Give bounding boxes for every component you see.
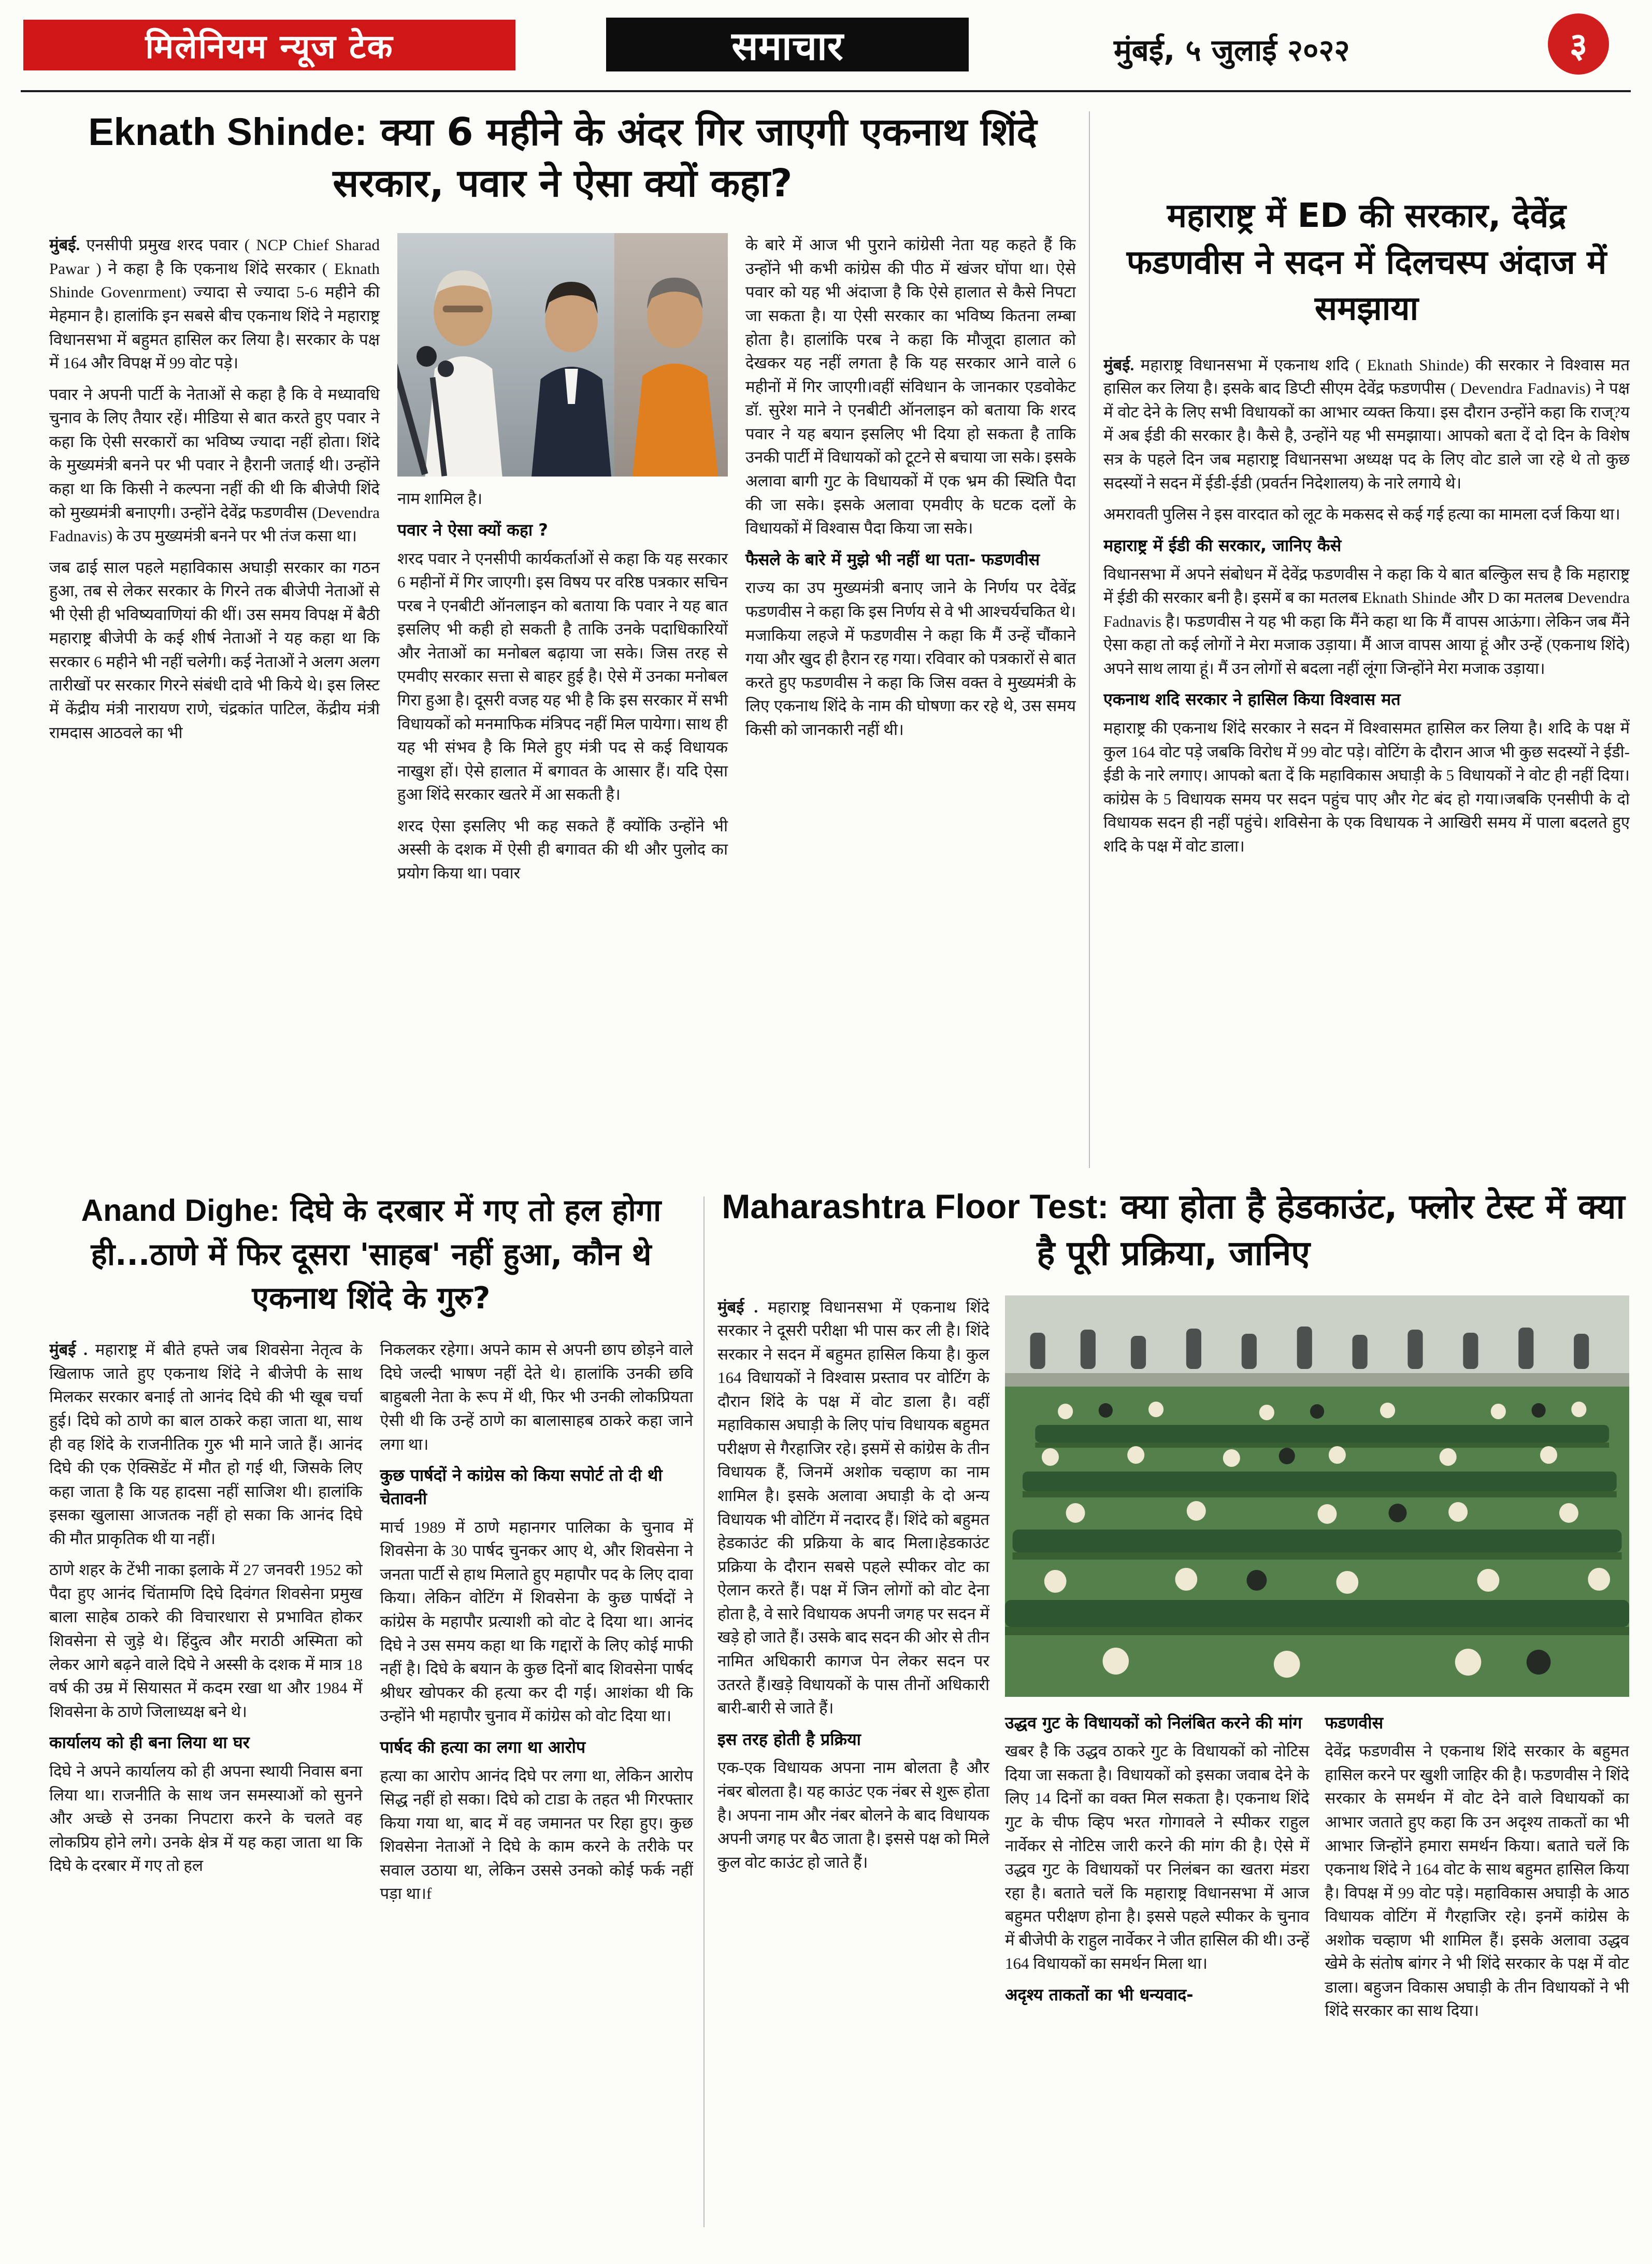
- assembly-photo: [1005, 1295, 1629, 1697]
- dighe-columns: [49, 1338, 693, 1913]
- headline-eknath-shinde: [49, 106, 1076, 209]
- masthead-logo: [23, 20, 515, 70]
- floor-body: [717, 1295, 1629, 2031]
- paragraph: अमरावती पुलिस ने इस वारदात को लूट के मकसद से कई गई हत्या का मामला दर्ज किया था।: [1103, 505, 1620, 524]
- paragraph-subhead: कार्यालय को ही बना लिया था घर: [49, 1733, 250, 1753]
- paragraph: जब ढाई साल पहले महाविकास अघाड़ी सरकार का गठन हुआ, तब से लेकर सरकार के गिरने तक बीजेपी नेताओं से भी ऐसी ही भविष्यवाणियां की थीं। उस समय विपक्ष में बैठी महाराष्ट्र बीजेपी के कई शीर्ष नेताओं ने यह कहा था कि सरकार 6 महीने भी नहीं चलेगी। कई नेताओं ने अलग अलग तारीखों पर सरकार गिरने संबंधी दावे भी किये थे। इस लिस्ट में केंद्रीय मंत्री नारायण राणे, चंद्रकांत पाटिल, केंद्रीय मंत्री रामदास आठवले का भी: [49, 558, 380, 742]
- headline-ed-sarkar: महाराष्ट्र में ED की सरकार, देवेंद्र फडणवीस ने सदन में दिलचस्प अंदाज में समझाया: [1126, 197, 1607, 328]
- section-title-text: समाचार: [731, 22, 843, 69]
- column-divider-top: [1089, 111, 1090, 1168]
- paragraph-subhead: अदृश्य ताकतों का भी धन्यवाद-: [1005, 1984, 1194, 2005]
- paragraph: दिघे ने अपने कार्यालय को ही अपना स्थायी निवास बना लिया था। राजनीति के साथ जन समस्याओं को सुनने और अच्छे से उनका निपटारा करने के चलते वह लोकप्रिय होने लगे। उनके क्षेत्र में यह कहा जाता था कि दिघे के दरबार में गए तो हल: [49, 1762, 363, 1875]
- headline-latin-part: Eknath Shinde:: [88, 110, 367, 153]
- headline-floor-test: [717, 1184, 1629, 1277]
- shinde-column-3: [745, 233, 1076, 892]
- paragraph: शरद पवार ने एनसीपी कार्यकर्ताओं से कहा कि यह सरकार 6 महीनों में गिर जाएगी। इस विषय पर वरिष्ठ पत्रकार सचिन परब ने एनबीटी ऑनलाइन को बताया कि पवार ने यह बात इसलिए भी कही हो सकती है ताकि उनके पदाधिकारियों और नेताओं का मनोबल बढ़ाया जा सके। जिस तरह से एमवीए सरकार सत्ता से बाहर हुई है। ऐसे में उनका मनोबल गिरा हुआ है। दूसरी वजह यह भी है कि इस सरकार में सभी विधायकों को मनमाफिक मंत्रिपद नहीं मिल पायेगा। साथ ही यह भी संभव है कि मिले हुए मंत्री पद से कई विधायक नाखुश हों। ऐसे हालात में बगावत के आसार हैं। यदि ऐसा हुआ शिंदे सरकार खतरे में आ सकती है।: [397, 549, 728, 804]
- paragraph: राज्य का उप मुख्यमंत्री बनाए जाने के निर्णय पर देवेंद्र फडणवीस ने कहा कि इस निर्णय से वे भी आश्चर्यचकित थे। मजाकिया लहजे में फडणवीस ने कहा कि मैं उन्हें चौंकाने गया और खुद ही हैरान रह गया। रविवार को पत्रकारों से बात करते हुए फडणवीस ने कहा कि जिस वक्त वे मुख्यमंत्री के लिए एकनाथ शिंदे के नाम की घोषणा कर रहे थे, उस समय किसी को जानकारी नहीं थी।: [745, 579, 1076, 739]
- paragraph: महाराष्ट्र की एकनाथ शिंदे सरकार ने सदन में विश्वासमत हासिल कर लिया है। शदि के पक्ष में कुल 164 वोट पड़े जबकि विरोध में 99 वोट पड़े। वोटिंग के दौरान आज भी कुछ सदस्यों ने ईडी-ईडी के नारे लगाए। आपको बता दें कि महाविकास अघाड़ी के 5 विधायकों ने वोट ही नहीं दिया। कांग्रेस के 5 विधायक समय पर सदन पहुंच पाए और गेट बंद हो गया।जबकि एनसीपी के दो विधायक सदन ही नहीं पहुंचे। शविसेना के एक विधायक ने आखिरी समय में पाला बदलते हुए शदि के पक्ष में वोट डाला।: [1103, 719, 1630, 855]
- paragraph: खबर है कि उद्धव ठाकरे गुट के विधायकों को नोटिस दिया जा सकता है। विधायकों को इसका जवाब देने के लिए 14 दिनों का वक्त मिल सकता है। एकनाथ शिंदे गुट के चीफ व्हिप भरत गोगावले ने स्पीकर राहुल नार्वेकर से नोटिस जारी करने की मांग की है। ऐसे में उद्धव गुट के विधायकों पर निलंबन का खतरा मंडरा रहा है। बताते चलें कि महाराष्ट्र विधानसभा में आज बहुमत परीक्षण होना है। इससे पहले स्पीकर के चुनाव में बीजेपी के राहुल नार्वेकर ने जीत हासिल की थी। उन्हें 164 विधायकों का समर्थन मिला था।: [1005, 1742, 1310, 1973]
- floor-column-1: [717, 1295, 989, 2031]
- paragraph-subhead: फडणवीस: [1325, 1712, 1384, 1733]
- article-ed-sarkar: [1103, 111, 1630, 1178]
- headline-hindi-part: क्या होता है हेडकाउंट, फ्लोर टेस्ट में क्या है पूरी प्रक्रिया, जानिए: [1037, 1187, 1625, 1273]
- paragraph: नाम शामिल है।: [397, 489, 483, 508]
- floor-column-2: [1005, 1709, 1310, 2031]
- article-anand-dighe: [49, 1189, 693, 2240]
- article-floor-test: [717, 1184, 1629, 2243]
- paragraph: मुंबई . महाराष्ट्र विधानसभा में एकनाथ शिंदे सरकार ने दूसरी परीक्षा भी पास कर ली है। शिंदे सरकार ने सदन में बहुमत हासिल किया है। कुल 164 विधायकों ने विश्वास प्रस्ताव पर वोटिंग के दौरान शिंदे के पक्ष में वोट डाला है। वहीं महाविकास अघाड़ी के लिए पांच विधायक बहुमत परीक्षण से गैरहाजिर रहे। इसमें से कांग्रेस के तीन विधायक हैं, जिनमें अशोक चव्हाण का नाम शामिल है। इसके अलावा अघाड़ी के दो अन्य विधायक भी वोटिंग में नदारद हैं। शिंदे को बहुमत हेडकाउंट की प्रक्रिया के बाद मिला।हेडकाउंट प्रक्रिया के दौरान सबसे पहले स्पीकर वोट का ऐलान करते हैं। पक्ष में जिन लोगों को वोट देना होता है, वे सारे विधायक अपनी जगह पर सदन में खड़े हो जाते हैं। उसके बाद सदन की ओर से तीन नामित अधिकारी कागज पेन लेकर सदन पर उतरते हैं।खड़े विधायकों के पास तीनों अधिकारी बारी-बारी से जाते हैं।: [717, 1297, 989, 1718]
- paragraph: मुंबई. एनसीपी प्रमुख शरद पवार ( NCP Chief Sharad Pawar ) ने कहा है कि एकनाथ शिंदे सरकार ( Eknath Shinde Govenrment) ज्यादा से ज्यादा 5-6 महीने की मेहमान है। हालांकि इन सबसे बीच एकनाथ शिंदे ने महाराष्ट्र विधानसभा में बहुमत हासिल कर लिया है। सरकार के पक्ष में 164 और विपक्ष में 99 वोट पड़े।: [49, 236, 380, 372]
- floor-column-3: [1325, 1709, 1630, 2031]
- dateline-lead: मुंबई.: [49, 236, 87, 254]
- paragraph: के बारे में आज भी पुराने कांग्रेसी नेता यह कहते हैं कि उन्होंने भी कभी कांग्रेस की पीठ में खंजर घोंपा था। ऐसे पवार को यह भी अंदाजा है कि ऐसे हालात से कैसे निपटा जा सकता है। या ऐसी सरकार का भविष्य कितना लम्बा होता है। हालांकि परब ने कहा कि मौजूदा हालात को देखकर यह नहीं लगता है कि यह सरकार आने वाले 6 महीनों में गिर जाएगी।वहीं संविधान के जानकार एडवोकेट डॉ. सुरेश माने ने एनबीटी ऑनलाइन को बताया कि शरद पवार ने यह बयान इसलिए भी दिया हो सकता है ताकि उनकी पार्टी में विधायकों को टूटने से बचाया जा सके। इसके अलावा बागी गुट के विधायकों में एक भ्रम की स्थिति पैदा की जा सके। इसके अलावा एमवीए के घटक दलों के विधायकों में विश्वास पैदा किया जा सके।: [745, 236, 1076, 538]
- paragraph: हत्या का आरोप आनंद दिघे पर लगा था, लेकिन आरोप सिद्ध नहीं हो सका। दिघे को टाडा के तहत भी गिरफ्तार किया गया था, बाद में वह जमानत पर रिहा हुए। कुछ शिवसेना नेताओं ने दिघे के काम करने के तरीके पर सवाल उठाया था, लेकिन उससे उनको कोई फर्क नहीं पड़ा था।f: [380, 1766, 693, 1903]
- floor-right-area: [1005, 1295, 1629, 2031]
- paragraph: मुंबई. महाराष्ट्र विधानसभा में एकनाथ शदि ( Eknath Shinde) की सरकार ने विश्वास मत हासिल कर लिया है। इसके बाद डिप्टी सीएम देवेंद्र फडणपीस ( Devendra Fadnavis) ने पक्ष में वोट देने के लिए सभी विधायकों का आभार व्यक्त किया। इस दौरान उन्होंने कहा कि राज्?य में अब ईडी की सरकार है। कैसे है, उन्होंने यह भी समझाया। आपको बता दें दो दिन के विशेष सत्र के पहले दिन जब महाराष्ट्र विधानसभा अध्यक्ष पद के लिए वोट डाले जा रहे थे तो कुछ सदस्यों ने सदन में ईडी-ईडी (प्रवर्तन निदेशालय) के नारे लगाये थे।: [1103, 355, 1630, 492]
- paragraph-subhead: महाराष्ट्र में ईडी की सरकार, जानिए कैसे: [1103, 535, 1342, 555]
- shinde-column-1: [49, 233, 380, 892]
- paragraph: मुंबई . महाराष्ट्र में बीते हफ्ते जब शिवसेना नेतृत्व के खिलाफ जाते हुए एकनाथ शिंदे ने बीजेपी के साथ मिलकर सरकार बनाई तो आनंद दिघे की भी खूब चर्चा हुई। दिघे को ठाणे का बाल ठाकरे कहा जाता था, साथ ही वह शिंदे के राजनीतिक गुरु भी माने जाते हैं। आनंद दिघे की एक ऐक्सिडेंट में मौत हो गई थी, जिसके लिए कहा जाता है कि यह हादसा नहीं साजिश थी। हालांकि इसका खुलासा आजतक नहीं हो सका कि आनंद दिघे की मौत प्राकृतिक थी या नहीं।: [49, 1340, 363, 1548]
- paragraph-subhead: इस तरह होती है प्रक्रिया: [717, 1729, 861, 1749]
- paragraph-subhead: पार्षद की हत्या का लगा था आरोप: [380, 1737, 586, 1757]
- paragraph-subhead: कुछ पार्षदों ने कांग्रेस को किया सपोर्ट तो दी थी चेतावनी: [380, 1465, 663, 1508]
- shinde-columns: [49, 233, 1076, 892]
- paragraph: शरद ऐसा इसलिए भी कह सकते हैं क्योंकि उन्होंने भी अस्सी के दशक में ऐसी ही बगावत की थी और पुलोद का प्रयोग किया था। पवार: [397, 816, 728, 882]
- paragraph: ठाणे शहर के टेंभी नाका इलाके में 27 जनवरी 1952 को पैदा हुए आनंद चिंतामणि दिघे दिवंगत शिवसेना प्रमुख बाला साहेब ठाकरे की विचारधारा से प्रभावित होकर शिवसेना से जुड़े थे। हिंदुत्व और मराठी अस्मिता को लेकर आगे बढ़ने वाले दिघे ने अस्सी के दशक में मात्र 18 वर्ष की उम्र में सियासत में कदम रखा था और 1984 में शिवसेना के ठाणे जिलाध्यक्ष बने थे।: [49, 1561, 363, 1721]
- dateline-lead: मुंबई .: [717, 1297, 768, 1316]
- ed-body: [1103, 353, 1630, 858]
- paragraph-subhead: एकनाथ शदि सरकार ने हासिल किया विश्वास मत: [1103, 689, 1401, 710]
- dateline-lead: मुंबई.: [1103, 355, 1141, 374]
- headline-hindi-part: क्या 6 महीने के अंदर गिर जाएगी एकनाथ शिंदे सरकार, पवार ने ऐसा क्यों कहा?: [333, 110, 1037, 206]
- shinde-column-2: [397, 233, 728, 892]
- floor-lower-columns: [1005, 1709, 1629, 2031]
- paragraph-subhead: उद्धव गुट के विधायकों को निलंबित करने की मांग: [1005, 1712, 1302, 1733]
- headline-latin-part: Maharashtra Floor Test:: [722, 1187, 1109, 1225]
- masthead-logo-text: मिलेनियम न्यूज टेक: [145, 27, 394, 66]
- politicians-photo: [397, 233, 728, 477]
- article-eknath-shinde: [49, 106, 1076, 1179]
- assembly-photo-graphic: [1005, 1295, 1629, 1697]
- dighe-column-2: [380, 1338, 694, 1913]
- paragraph: एक-एक विधायक अपना नाम बोलता है और नंबर बोलता है। यह काउंट एक नंबर से शुरू होता है। अपना नाम और नंबर बोलने के बाद विधायक अपनी जगह पर बैठ जाता है। इससे पक्ष को मिले कुल वोट काउंट हो जाते हैं।: [717, 1758, 989, 1871]
- paragraph: देवेंद्र फडणवीस ने एकनाथ शिंदे सरकार के बहुमत हासिल करने पर खुशी जाहिर की है। फडणवीस ने शिंदे सरकार के समर्थन में वोट देने वाले विधायकों का आभार जताते हुए कहा कि उन अदृश्य ताकतों का भी आभार जिन्होंने हमारा समर्थन किया। बताते चलें कि एकनाथ शिंदे ने 164 वोट के साथ बहुमत हासिल किया है। विपक्ष में 99 वोट पड़े। महाविकास अघाड़ी के आठ विधायक वोटिंग में गैरहाजिर रहे। इनमें कांग्रेस के अशोक चव्हाण भी शामिल हैं। इसके अलावा उद्धव खेमे के संतोष बांगर ने भी शिंदे सरकार के पक्ष में वोट डाला। बहुजन विकास अघाड़ी के तीन विधायकों ने भी शिंदे सरकार का साथ दिया।: [1325, 1742, 1629, 2020]
- headline-hindi-part: दिघे के दरबार में गए तो हल होगा ही...ठाणे में फिर दूसरा 'साहब' नहीं हुआ, कौन थे एकनाथ शिंदे के गुरु?: [91, 1192, 662, 1316]
- dighe-column-1: [49, 1338, 363, 1913]
- paragraph-subhead: पवार ने ऐसा क्यों कहा ?: [397, 520, 548, 540]
- shinde-column-2-text: [397, 487, 728, 885]
- headline-latin-part: Anand Dighe:: [81, 1193, 280, 1228]
- paragraph: विधानसभा में अपने संबोधन में देवेंद्र फडणवीस ने कहा कि ये बात बल्किुल सच है कि महाराष्ट्र में ईडी की सरकार बनी है। इसमें ब का मतलब Eknath Shinde और D का मतलब Devendra Fadnavis है। फडणवीस ने यह भी कहा कि मैंने कहा था कि मैं वापस आऊंगा। लेकिन जब मैंने ऐसा कहा तो कई लोगों ने मेरा मजाक उड़ाया। मैं आज वापस आया हूं और उन्हें (एकनाथ शिंदे) अपने साथ लाया हूं। मैं उन लोगों से बदला नहीं लूंगा जिन्होंने मेरा मजाक उड़ाया।: [1103, 565, 1630, 677]
- paragraph: मार्च 1989 में ठाणे महानगर पालिका के चुनाव में शिवसेना के 30 पार्षद चुनकर आए थे, और शिवसेना ने जनता पार्टी से हाथ मिलाते हुए महापौर पद के लिए दावा किया। लेकिन वोटिंग में शिवसेना के कुछ पार्षदों ने कांग्रेस के महापौर प्रत्याशी को वोट दे दिया था। आनंद दिघे ने उस समय कहा था कि गद्दारों के लिए कोई माफी नहीं है। दिघे के बयान के कुछ दिनों बाद शिवसेना पार्षद श्रीधर खोपकर की हत्या कर दी गई। आशंका थी कि उन्होंने भी महापौर चुनाव में कांग्रेस को वोट दिया था।: [380, 1518, 693, 1725]
- header-divider: [21, 90, 1631, 92]
- politicians-photo-graphic: [397, 233, 728, 477]
- dateline-lead: मुंबई .: [49, 1340, 95, 1359]
- edition-dateline: मुंबई, ५ जुलाई २०२२: [1114, 33, 1350, 68]
- paragraph: निकलकर रहेगा। अपने काम से अपनी छाप छोड़ने वाले दिघे जल्दी भाषण नहीं देते थे। हालांकि उनकी छवि बाहुबली नेता के रूप में थी, फिर भी उनकी लोकप्रियता ऐसी थी कि उन्हें ठाणे का बालासाहब ठाकरे कहा जाने लगा था।: [380, 1340, 693, 1453]
- paragraph-subhead: फैसले के बारे में मुझे भी नहीं था पता- फडणवीस: [745, 549, 1040, 569]
- headline-anand-dighe: [49, 1189, 693, 1319]
- page-number-badge: ३: [1548, 13, 1609, 75]
- section-title: [606, 18, 969, 71]
- paragraph: पवार ने अपनी पार्टी के नेताओं से कहा है कि वे मध्यावधि चुनाव के लिए तैयार रहें। मीडिया से बात करते हुए पवार ने कहा कि ऐसी सरकारों का भविष्य ज्यादा नहीं होता। शिंदे के मुख्यमंत्री बनने पर भी पवार ने हैरानी जताई थी। उन्होंने कहा था कि किसी ने कल्पना नहीं की थी कि बीजेपी शिंदे को मुख्यमंत्री बनाएगी। उन्होंने देवेंद्र फडणवीस (Devendra Fadnavis) के उप मुख्यमंत्री बनने पर भी तंज कसा था।: [49, 385, 380, 545]
- column-divider-bottom: [703, 1196, 705, 2227]
